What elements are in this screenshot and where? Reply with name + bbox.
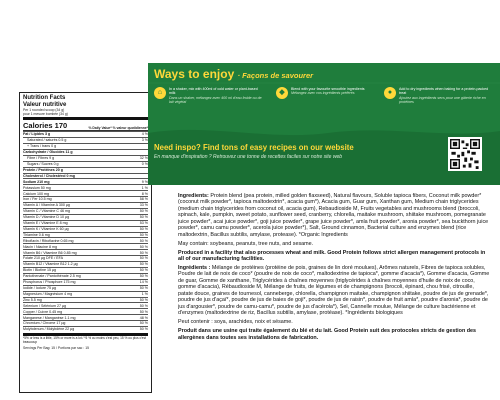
nutrient-daily-value: 50 % [139, 256, 148, 261]
tip-shaker [154, 87, 264, 104]
nutrient-daily-value: 50 % [139, 232, 148, 237]
nutrient-label: + Trans / trans 0 g [27, 144, 57, 149]
serving-line-fr: pour 1 mesure bombée (34 g) [23, 112, 68, 117]
ways-title: Ways to enjoy [154, 67, 235, 81]
facility-statement-fr: Produit dans une usine qui traite également du blé et du lait. Good Protein suit des protocoles stricts de gestion des allergènes dans toutes ses installations de fabrication. [178, 328, 477, 341]
nutrient-daily-value: 58 % [139, 197, 148, 202]
nutrient-label: Vitamin E / Vitamine E 8 mg [23, 221, 68, 226]
nutrient-daily-value: 33 % [139, 203, 148, 208]
nutrient-daily-value: 14 % [139, 280, 148, 285]
nutrition-footnote: *5% or less is a little, 15% or more is a lot / *5 % ou moins c'est peu, 15 % ou plus c'est beaucoup [23, 335, 146, 344]
calories-label: Calories 170 [23, 121, 68, 131]
daily-value-header: % Daily Value* % valeur quotidienne* [88, 126, 148, 131]
nutrient-label: Chromium / Chrome 17 µg [23, 321, 66, 326]
qr-code-icon [450, 139, 480, 169]
tip-text: Blend with your favourite smoothie ingredients [291, 87, 365, 91]
tip-text-fr: Mélangez avec vos ingrédients préférés [291, 91, 355, 96]
serving-line: Per 1 rounded scoop (34 g) [23, 108, 65, 112]
nutrient-daily-value: 50 % [139, 238, 148, 243]
nutrient-label: Saturated / saturés 0.5 g [27, 138, 67, 143]
nutrient-label: Sugars / Sucres 0 g [27, 161, 59, 166]
shaker-icon: ⌂ [154, 87, 166, 99]
nutrient-label: Vitamin A / Vitamine A 300 µg [23, 203, 70, 208]
nutrient-label: Molybdenum / Molybdène 22 µg [23, 327, 75, 332]
nutrient-label: Carbohydrate / Glucides 11 g [23, 150, 73, 155]
nutrient-daily-value: 48 % [139, 315, 148, 320]
nutrient-daily-value: 50 % [139, 268, 148, 273]
nutrient-daily-value: 50 % [139, 244, 148, 249]
tip-baking [384, 87, 496, 104]
nutrient-label: Zinc 5.5 mg [23, 297, 42, 302]
nutrient-label: Vitamin B12 / Vitamine B12 1.2 µg [23, 262, 78, 267]
nutrient-label: Pantothenate / Pantothénate 2.5 mg [23, 274, 81, 279]
nutrient-daily-value: 50 % [139, 215, 148, 220]
tip-text: In a shaker, mix with 400ml of cold water or plant-based milk [169, 87, 258, 96]
nutrient-daily-value: 50 % [139, 274, 148, 279]
nutrient-label: Vitamin D / Vitamine D 10 µg [23, 215, 70, 220]
nutrient-daily-value: 3 % [141, 138, 148, 143]
nutrient-label: Iron / Fer 10.5 mg [23, 197, 52, 202]
nutrient-daily-value: 50 % [139, 286, 148, 291]
allergen-statement: May contain: soybeans, peanuts, tree nuts, and sesame. [178, 240, 314, 247]
nutrient-daily-value: 1 % [141, 291, 148, 296]
nutrient-daily-value: 50 % [139, 303, 148, 308]
nutrient-daily-value: 50 % [139, 250, 148, 255]
nutrient-label: Sodium 210 mg [23, 179, 50, 184]
qr-code[interactable] [448, 137, 482, 171]
nutrient-daily-value: 9 % [141, 179, 148, 184]
tip-smoothie [276, 87, 376, 99]
allergen-statement-fr: Peut contenir : soya, arachides, noix et sésame. [178, 319, 293, 326]
nutrient-daily-value: 50 % [139, 327, 148, 332]
ingredients-text-fr: Mélange de protéines (protéine de pois, graines de lin doré moulues), Arômes naturels, Fibres de tapioca solubles, Poudre de lait de noix de coco* (poudre de noix de coco*, maltodextrine de tapioca*, gomme d'acacia*), Gomme d'acacia, Gomme de guar, Gomme de xanthane, Triglycérides à chaînes moyennes (triglycérides à chaînes moyennes d'huile de noix de coco, gomme d'acacia), Rébaudioside M, Mélange de fruits, de légumes et de champignons (brocoli, épinard, chou frisé, citrouille, patate douce, graines de tournesol, canneberge, chlorella, champignon maitake, champignon shiitake, poudre de jus de grenade*, poudre de jus d'açaï*, poudre de jus de baies de goji*, poudre de jus de raisin*, poudre de fruit amla*, poudre d'aronia*, poudre de jus d'argousier*, poudre de camu-camu*, poudre de jus d'acérola*), Sel, Cannelle moulue, Mélange de culture bactérienne et d'enzymes (maltodextrine de riz, Bacillus subtilis, amylase, protéase). *Ingrédients biologiques [178, 265, 490, 317]
nutrient-daily-value: 50 % [139, 321, 148, 326]
nutrient-label: Cholesterol / Cholestérol 0 mg [23, 173, 75, 178]
nutrient-label: Vitamin C / Vitamine C 46 mg [23, 209, 71, 214]
blender-icon: ◆ [276, 87, 288, 99]
nutrient-label: Potassium 50 mg [23, 185, 51, 190]
nutrient-daily-value: 1 % [141, 185, 148, 190]
nutrient-label: Phosphorus / Phosphore 175 mg [23, 280, 76, 285]
nutrient-daily-value: 50 % [139, 209, 148, 214]
ingredients-text: Protein blend (pea protein, milled golden flaxseed), Natural flavours, Soluble tapioca fibers, Coconut milk powder* (coconut milk powder*, tapioca maltodextrin*, acacia gum*), Acacia gum, Guar gum, Xanthan gum, Medium chain triglycerides (medium chain triglycerides from coconut oil, acacia gum), Rebaudioside M, Fruits vegetables and mushrooms blend (broccoli, spinach, kale, pumpkin, sweet potato, sunflower seed, cranberry, chlorella, maitake mushroom, shiitake mushroom, pomegranate juice powder*, acai juice powder*, goji juice powder*, grape juice powder*, amla fruit powder*, aronia powder*, sea buckthorn juice powder*, camu camu powder*, acerola juice powder*), Salt, Ground cinnamon, Bacterial culture and enzymes blend (rice maltodextrin, Bacillus subtilis, amylase, protease). *Organic Ingredients [178, 193, 489, 238]
nutrient-label: Fat / Lipides 3 g [23, 132, 51, 137]
nutrient-daily-value: 50 % [139, 226, 148, 231]
recipes-heading: Need inspo? Find tons of easy recipes on our website [154, 143, 354, 152]
nutrient-label: Fibre / Fibres 9 g [27, 156, 55, 161]
baking-icon: ● [384, 87, 396, 99]
nutrient-daily-value: 50 % [139, 262, 148, 267]
ways-title-fr: · Façons de savourer [237, 71, 314, 80]
nutrient-label: Niacin / Niacine 8 mg [23, 244, 57, 249]
nutrient-label: Biotin / Biotine 15 µg [23, 268, 57, 273]
nutrition-facts-panel [19, 92, 152, 393]
ingredients-label-fr: Ingrédients : [178, 265, 211, 272]
tip-text-fr: Ajoutez aux ingrédients secs pour une gâterie riche en protéines [399, 95, 486, 104]
nutrition-title: Nutrition Facts [23, 95, 66, 101]
tip-text-fr: Dans un shaker, mélangez avec 400 ml d'eau froide ou de lait végétal [169, 95, 262, 104]
recipes-heading-fr: En manque d'inspiration ? Retrouvez une tonne de recettes faciles sur notre site web [154, 154, 343, 160]
ingredients-fr [178, 265, 490, 317]
nutrient-daily-value: 53 % [139, 221, 148, 226]
facility-statement: Produced in a facility that also processes wheat and milk. Good Protein follows strict allergen management protocols in all of our manufacturing facilities. [178, 249, 486, 263]
tip-text: Add to dry ingredients when baking for a protein-packed treat [399, 87, 489, 96]
ingredients-label: Ingredients: [178, 193, 209, 199]
nutrient-label: Manganese / Manganèse 1.1 mg [23, 315, 76, 320]
nutrient-daily-value: 32 % [139, 156, 148, 161]
servings-per-bag: Servings Per Bag: 15 / Portions par sac : 15 [23, 345, 89, 350]
nutrient-label: Copper / Cuivre 0.45 mg [23, 309, 63, 314]
nutrient-label: Vitamin B6 / Vitamine B6 0.85 mg [23, 250, 77, 255]
nutrient-daily-value: 50 % [139, 297, 148, 302]
nutrient-daily-value: 4 % [141, 132, 148, 137]
ways-to-enjoy-heading [154, 67, 313, 81]
nutrient-row [23, 326, 148, 332]
ingredients-section [178, 193, 490, 393]
ingredients-en [178, 193, 490, 238]
nutrient-label: Protein / Protéines 20 g [23, 167, 63, 172]
nutrition-title-fr: Valeur nutritive [23, 101, 67, 108]
ways-to-enjoy-banner [148, 63, 500, 185]
nutrient-label: Calcium 100 mg [23, 191, 49, 196]
nutrient-daily-value: 0 % [141, 161, 148, 166]
nutrient-label: Thiamine 0.6 mg [23, 232, 50, 237]
nutrient-label: Magnesium / Magnésium 4 mg [23, 291, 73, 296]
calories-row [23, 121, 148, 130]
nutrient-label: Riboflavin / Riboflavine 0.65 mg [23, 238, 74, 243]
nutrient-daily-value: 8 % [141, 191, 148, 196]
nutrient-daily-value: 50 % [139, 309, 148, 314]
nutrient-label: Vitamin K / Vitamine K 60 µg [23, 226, 69, 231]
nutrient-label: Selenium / Sélénium 27 µg [23, 303, 67, 308]
nutrient-rows [23, 131, 148, 332]
nutrient-label: Folate 210 µg DFE / ÉFA [23, 256, 64, 261]
nutrient-label: Iodide / Iodure 75 µg [23, 286, 57, 291]
